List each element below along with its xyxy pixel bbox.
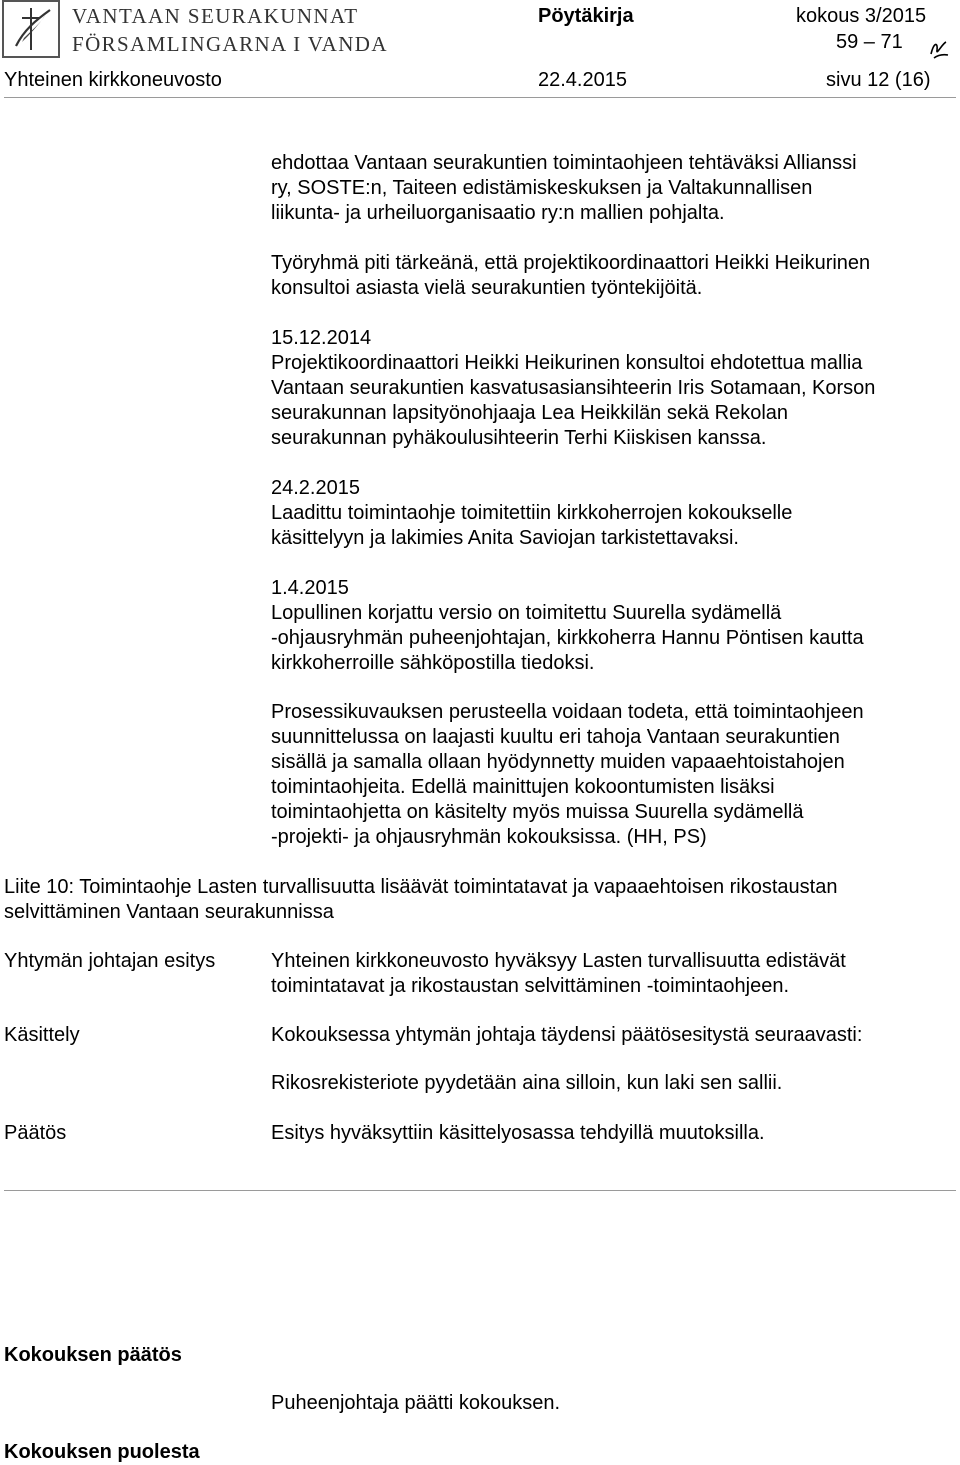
text-line: liikunta- ja urheiluorganisaatio ry:n mallien pohjalta.	[271, 202, 725, 224]
meeting-date: 22.4.2015	[538, 69, 627, 91]
text-line: ehdottaa Vantaan seurakuntien toimintaohjeen tehtäväksi Allianssi	[271, 152, 857, 174]
paragraph-final-version	[271, 576, 957, 676]
header-divider	[4, 97, 956, 98]
attachment-reference	[4, 875, 956, 925]
paragraph-proposal-basis	[271, 151, 957, 226]
text-line: -ohjausryhmän puheenjohtajan, kirkkoherra Hannu Pöntisen kautta	[271, 627, 864, 649]
entry-date: 24.2.2015	[271, 477, 360, 499]
entry-date: 15.12.2014	[271, 327, 372, 349]
signature-initials-icon	[928, 38, 950, 60]
paragraph-2014-consultation	[271, 326, 957, 451]
text-line: suunnittelussa on laajasti kuultu eri tahoja Vantaan seurakuntien	[271, 726, 840, 748]
decision-text: Esitys hyväksyttiin käsittelyosassa tehdyillä muutoksilla.	[271, 1122, 765, 1144]
text-line: toimintaohjetta on käsitelty myös muissa Suurella sydämellä	[271, 801, 804, 823]
text-line: seurakunnan pyhäkoulusihteerin Terhi Kiiskisen kanssa.	[271, 427, 767, 449]
text-line: Lopullinen korjattu versio on toimitettu Suurella sydämellä	[271, 602, 782, 624]
page-number: sivu 12 (16)	[826, 69, 931, 91]
handling-label: Käsittely	[4, 1024, 80, 1046]
closing-text: Puheenjohtaja päätti kokouksen.	[271, 1392, 561, 1414]
paragraph-working-group	[271, 251, 957, 301]
text-line: Laadittu toimintaohje toimitettiin kirkkoherrojen kokoukselle	[271, 502, 793, 524]
closing-title: Kokouksen päätös	[4, 1344, 182, 1366]
proposal-label: Yhtymän johtajan esitys	[4, 950, 216, 972]
org-name-sv: FÖRSAMLINGARNA I VANDA	[72, 32, 388, 56]
decision-label: Päätös	[4, 1122, 67, 1144]
paragraph-process-summary	[271, 700, 957, 850]
text-line: Työryhmä piti tärkeänä, että projektikoordinaattori Heikki Heikurinen	[271, 252, 871, 274]
text-line: Projektikoordinaattori Heikki Heikurinen konsultoi ehdotettua mallia	[271, 352, 863, 374]
text-line: ry, SOSTE:n, Taiteen edistämiskeskuksen ja Valtakunnallisen	[271, 177, 813, 199]
text-line: Yhteinen kirkkoneuvosto hyväksyy Lasten turvallisuutta edistävät	[271, 950, 846, 972]
text-line: kirkkoherroille sähköpostilla tiedoksi.	[271, 652, 595, 674]
governing-body: Yhteinen kirkkoneuvosto	[4, 69, 222, 91]
handling-text: Kokouksessa yhtymän johtaja täydensi päätösesitystä seuraavasti:	[271, 1024, 863, 1046]
proposal-text	[271, 949, 957, 999]
handling-addition: Rikosrekisteriote pyydetään aina silloin, kun laki sen sallii.	[271, 1072, 783, 1094]
org-name-fi: VANTAAN SEURAKUNNAT	[72, 4, 359, 28]
text-line: seurakunnan lapsityönohjaaja Lea Heikkilän sekä Rekolan	[271, 402, 789, 424]
text-line: toimintaohjeita. Edellä mainittujen kokoontumisten lisäksi	[271, 776, 775, 798]
text-line: Prosessikuvauksen perusteella voidaan todeta, että toimintaohjeen	[271, 701, 864, 723]
entry-date: 1.4.2015	[271, 577, 349, 599]
on-behalf-title: Kokouksen puolesta	[4, 1441, 200, 1463]
document-type: Pöytäkirja	[538, 5, 634, 27]
meeting-number: kokous 3/2015	[796, 5, 927, 27]
section-divider	[4, 1190, 956, 1191]
text-line: konsultoi asiasta vielä seurakuntien työntekijöitä.	[271, 277, 703, 299]
text-line: toimintatavat ja rikostaustan selvittäminen -toimintaohjeen.	[271, 975, 790, 997]
paragraph-2015-review	[271, 476, 957, 551]
text-line: Liite 10: Toimintaohje Lasten turvallisuutta lisäävät toimintatavat ja vapaaehtoisen rikostaustan	[4, 876, 838, 898]
text-line: selvittäminen Vantaan seurakunnissa	[4, 901, 334, 923]
text-line: sisällä ja samalla ollaan hyödynnetty muiden vapaaehtoistahojen	[271, 751, 845, 773]
text-line: käsittelyyn ja lakimies Anita Saviojan tarkistettavaksi.	[271, 527, 739, 549]
text-line: Vantaan seurakuntien kasvatusasiansihteerin Iris Sotamaan, Korson	[271, 377, 876, 399]
church-logo-icon	[2, 0, 60, 58]
section-range: 59 – 71	[836, 31, 903, 53]
text-line: -projekti- ja ohjausryhmän kokouksissa. (HH, PS)	[271, 826, 707, 848]
